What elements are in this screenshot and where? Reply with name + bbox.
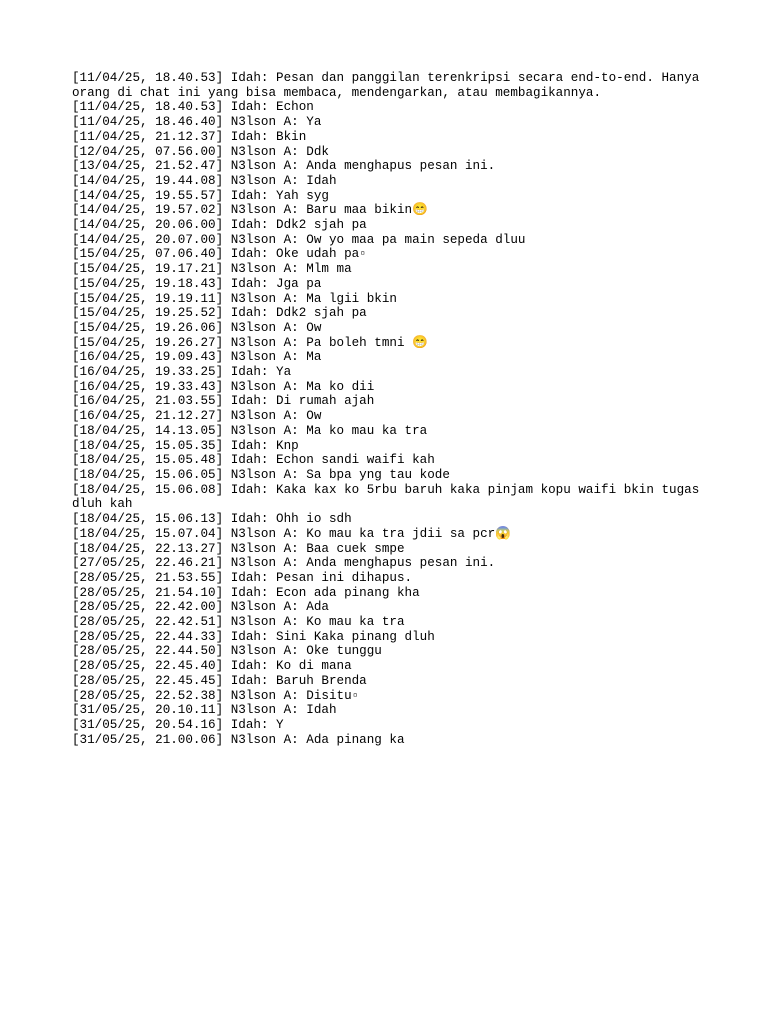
chat-transcript bbox=[72, 71, 707, 747]
chat-line: [14/04/25, 20.07.00] N3lson A: Ow yo maa pa main sepeda dluu bbox=[72, 232, 526, 247]
chat-line: [16/04/25, 21.12.27] N3lson A: Ow bbox=[72, 409, 322, 424]
chat-line: [13/04/25, 21.52.47] N3lson A: Anda menghapus pesan ini. bbox=[72, 159, 496, 174]
chat-line: [27/05/25, 22.46.21] N3lson A: Anda menghapus pesan ini. bbox=[72, 556, 496, 571]
chat-line: [11/04/25, 18.46.40] N3lson A: Ya bbox=[72, 115, 322, 130]
chat-line: [11/04/25, 18.40.53] Idah: Pesan dan panggilan terenkripsi secara end-to-end. Hanya orang di chat ini yang bisa membaca, mendengarkan, atau membagikannya. bbox=[72, 71, 707, 100]
chat-line: [28/05/25, 21.54.10] Idah: Econ ada pinang kha bbox=[72, 585, 420, 600]
chat-line: [14/04/25, 19.55.57] Idah: Yah syg bbox=[72, 188, 329, 203]
chat-line: [16/04/25, 21.03.55] Idah: Di rumah ajah bbox=[72, 394, 375, 409]
chat-line: [14/04/25, 20.06.00] Idah: Ddk2 sjah pa bbox=[72, 218, 367, 233]
chat-line: [14/04/25, 19.57.02] N3lson A: Baru maa bikin😁 bbox=[72, 203, 428, 218]
chat-line: [15/04/25, 19.26.06] N3lson A: Ow bbox=[72, 320, 322, 335]
chat-line: [18/04/25, 15.05.48] Idah: Echon sandi waifi kah bbox=[72, 453, 435, 468]
chat-line: [15/04/25, 19.25.52] Idah: Ddk2 sjah pa bbox=[72, 306, 367, 321]
chat-line: [15/04/25, 19.17.21] N3lson A: Mlm ma bbox=[72, 262, 352, 277]
chat-line: [18/04/25, 15.07.04] N3lson A: Ko mau ka tra jdii sa pcr😱 bbox=[72, 526, 511, 541]
chat-line: [18/04/25, 15.05.35] Idah: Knp bbox=[72, 438, 299, 453]
chat-line: [18/04/25, 22.13.27] N3lson A: Baa cuek smpe bbox=[72, 541, 405, 556]
chat-line: [15/04/25, 19.26.27] N3lson A: Pa boleh tmni 😁 bbox=[72, 335, 428, 350]
chat-line: [28/05/25, 22.45.45] Idah: Baruh Brenda bbox=[72, 673, 367, 688]
chat-line: [18/04/25, 15.06.13] Idah: Ohh io sdh bbox=[72, 512, 352, 527]
chat-line: [18/04/25, 14.13.05] N3lson A: Ma ko mau ka tra bbox=[72, 423, 428, 438]
chat-line: [16/04/25, 19.33.25] Idah: Ya bbox=[72, 365, 292, 380]
chat-line: [15/04/25, 19.18.43] Idah: Jga pa bbox=[72, 276, 322, 291]
chat-line: [11/04/25, 18.40.53] Idah: Echon bbox=[72, 100, 314, 115]
chat-line: [28/05/25, 22.45.40] Idah: Ko di mana bbox=[72, 659, 352, 674]
chat-line: [31/05/25, 20.10.11] N3lson A: Idah bbox=[72, 703, 337, 718]
chat-line: [28/05/25, 22.42.00] N3lson A: Ada bbox=[72, 600, 329, 615]
chat-line: [18/04/25, 15.06.05] N3lson A: Sa bpa yng tau kode bbox=[72, 467, 450, 482]
chat-line: [28/05/25, 21.53.55] Idah: Pesan ini dihapus. bbox=[72, 570, 413, 585]
chat-line: [28/05/25, 22.44.50] N3lson A: Oke tunggu bbox=[72, 644, 382, 659]
chat-line: [31/05/25, 20.54.16] Idah: Y bbox=[72, 717, 284, 732]
chat-line: [28/05/25, 22.42.51] N3lson A: Ko mau ka tra bbox=[72, 615, 405, 630]
chat-line: [15/04/25, 19.19.11] N3lson A: Ma lgii bkin bbox=[72, 291, 397, 306]
chat-line: [28/05/25, 22.52.38] N3lson A: Disitu▫ bbox=[72, 688, 360, 703]
chat-line: [28/05/25, 22.44.33] Idah: Sini Kaka pinang dluh bbox=[72, 629, 435, 644]
chat-line: [12/04/25, 07.56.00] N3lson A: Ddk bbox=[72, 144, 329, 159]
chat-line: [16/04/25, 19.09.43] N3lson A: Ma bbox=[72, 350, 322, 365]
chat-line: [15/04/25, 07.06.40] Idah: Oke udah pa▫ bbox=[72, 247, 367, 262]
chat-line: [14/04/25, 19.44.08] N3lson A: Idah bbox=[72, 173, 337, 188]
chat-line: [16/04/25, 19.33.43] N3lson A: Ma ko dii bbox=[72, 379, 375, 394]
chat-line: [11/04/25, 21.12.37] Idah: Bkin bbox=[72, 129, 307, 144]
chat-line: [31/05/25, 21.00.06] N3lson A: Ada pinang ka bbox=[72, 732, 405, 747]
chat-line: [18/04/25, 15.06.08] Idah: Kaka kax ko 5rbu baruh kaka pinjam kopu waifi bkin tugas dluh kah bbox=[72, 482, 707, 512]
